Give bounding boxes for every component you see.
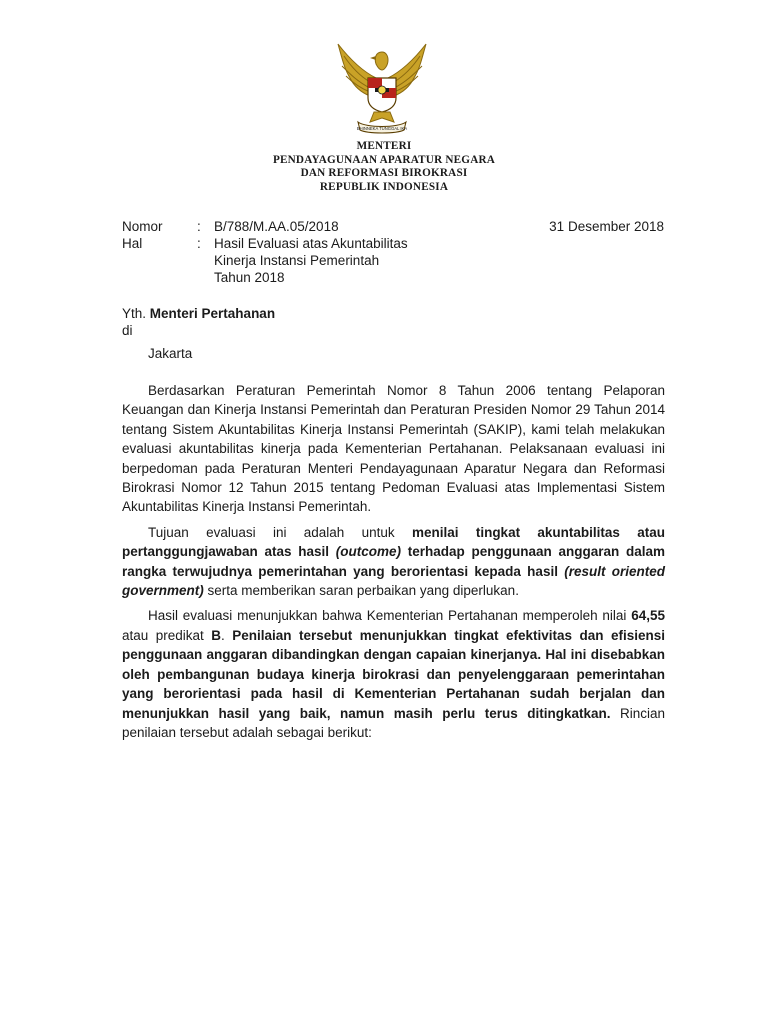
letterhead-line-4: REPUBLIK INDONESIA: [319, 180, 449, 193]
recipient-line: [122, 305, 275, 322]
p3-text-e: .: [221, 627, 233, 643]
hal-value-line-2: Kinerja Instansi Pemerintah: [214, 253, 380, 268]
nomor-value: B/788/M.AA.05/2018: [214, 219, 339, 234]
p3-bold-f: Penilaian tersebut menunjukkan tingkat efektivitas dan efisiensi penggunaan anggaran dibandingkan dengan capaian kinerjanya. Hal ini disebabkan oleh pembangunan budaya kinerja birokrasi dan penyelenggaraan pemerintahan yang berorientasi pada hasil di Kementerian Pertahanan sudah berjalan dan menunjukkan hasil yang baik, namun masih perlu terus ditingkatkan.: [122, 627, 665, 721]
p3-score: 64,55: [631, 608, 665, 624]
p2-bold-b: menilai tingkat akuntabilitas atau pertanggungjawaban atas hasil: [122, 524, 665, 560]
p3-grade: B: [211, 627, 222, 643]
p2-bold-italic-e: (result oriented government): [122, 563, 665, 599]
recipient-di: di: [122, 323, 133, 338]
garuda-pancasila-emblem: [330, 38, 434, 134]
emblem-motto-text: BHINNEKA TUNGGAL IKA: [356, 126, 408, 131]
nomor-row: [122, 218, 664, 235]
p2-text-f: serta memberikan saran perbaikan yang diperlukan.: [203, 583, 519, 599]
letter-body: [122, 381, 665, 748]
letter-date: 31 Desember 2018: [549, 219, 664, 234]
recipient-city: Jakarta: [148, 346, 193, 361]
letter-metadata: [122, 218, 664, 286]
hal-row: [122, 235, 664, 252]
letterhead-line-2: PENDAYAGUNAAN APARATUR NEGARA: [272, 153, 496, 166]
recipient-name: Menteri Pertahanan: [149, 306, 276, 321]
recipient-salutation: Yth.: [122, 306, 147, 321]
hal-label: Hal: [122, 236, 143, 251]
paragraph-2: [122, 523, 665, 601]
paragraph-1: Berdasarkan Peraturan Pemerintah Nomor 8 Tahun 2006 tentang Pelaporan Keuangan dan Kinerja Instansi Pemerintah dan Peraturan Presiden Nomor 29 Tahun 2014 tentang Sistem Akuntabilitas Kinerja Instansi Pemerintah (SAKIP), kami telah melakukan evaluasi akuntabilitas kinerja pada Kementerian Pertahanan. Pelaksanaan evaluasi ini berpedoman pada Peraturan Menteri Pendayagunaan Aparatur Negara dan Reformasi Birokrasi Nomor 12 Tahun 2015 tentang Pedoman Evaluasi atas Implementasi Sistem Akuntabilitas Kinerja Instansi Pemerintah.: [122, 383, 665, 515]
recipient-block: [122, 305, 275, 362]
hal-row-2: [122, 252, 664, 269]
p3-text-a: Hasil evaluasi menunjukkan bahwa Kementerian Pertahanan memperoleh nilai: [148, 608, 632, 624]
letterhead: [0, 140, 768, 194]
hal-row-3: [122, 269, 664, 286]
letterhead-line-3: DAN REFORMASI BIROKRASI: [300, 167, 468, 179]
nomor-colon: :: [197, 219, 201, 234]
p3-text-g: Rincian penilaian tersebut adalah sebagai berikut:: [122, 705, 665, 740]
hal-colon: :: [197, 236, 201, 251]
p2-text-a: Tujuan evaluasi ini adalah untuk: [148, 524, 412, 540]
p3-text-c: atau predikat: [122, 627, 212, 643]
hal-value-line-3: Tahun 2018: [214, 270, 285, 285]
paragraph-3: [122, 606, 665, 742]
hal-value-line-1: Hasil Evaluasi atas Akuntabilitas: [214, 236, 408, 251]
p2-bold-d: terhadap penggunaan anggaran dalam rangka terwujudnya pemerintahan yang berorientasi kepada hasil: [122, 544, 666, 579]
p2-bold-italic-c: (outcome): [335, 544, 402, 560]
nomor-label: Nomor: [122, 219, 163, 234]
letterhead-line-1: MENTERI: [356, 140, 412, 152]
